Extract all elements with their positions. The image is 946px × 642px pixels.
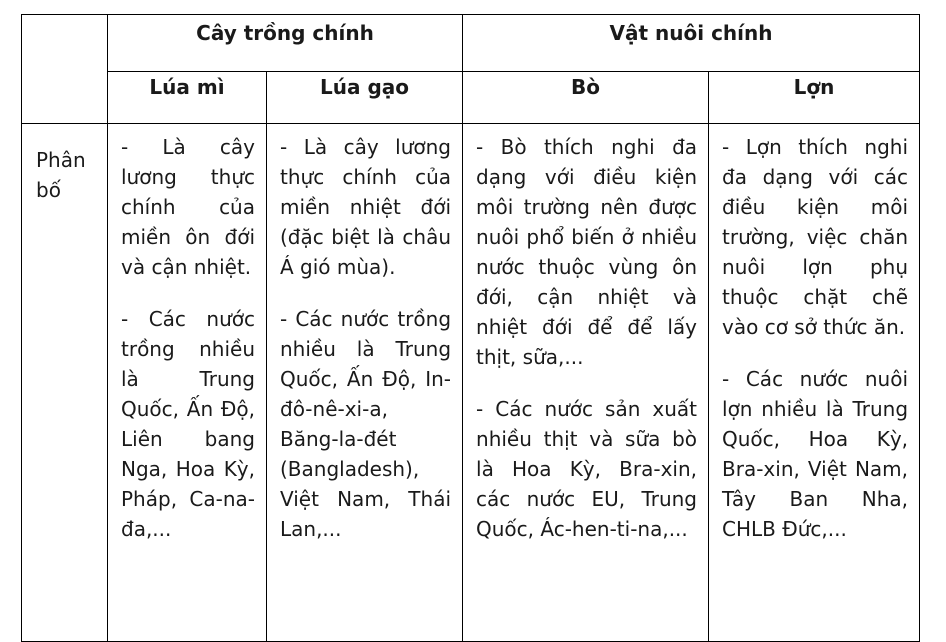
wheat-countries: - Các nước trồng nhiều là Trung Quốc, Ấn Độ, Liên bang Nga, Hoa Kỳ, Pháp, Ca-na-đa,...	[121, 307, 255, 541]
distribution-row	[22, 124, 920, 642]
crops-header: Cây trồng chính	[108, 15, 463, 72]
corner-cell	[22, 15, 108, 124]
pig-header: Lợn	[709, 71, 920, 123]
group-header-row	[22, 15, 920, 72]
rice-countries: - Các nước trồng nhiều là Trung Quốc, Ấn Độ, In-đô-nê-xi-a, Băng-la-đét (Bangladesh), Việt Nam, Thái Lan,...	[280, 307, 452, 541]
wheat-cell	[108, 124, 267, 642]
cattle-countries: - Các nước sản xuất nhiều thịt và sữa bò là Hoa Kỳ, Bra-xin, các nước EU, Trung Quốc, Ác-hen-ti-na,...	[476, 397, 698, 541]
livestock-header: Vật nuôi chính	[463, 15, 920, 72]
rice-cell	[267, 124, 463, 642]
pig-countries: - Các nước nuôi lợn nhiều là Trung Quốc, Hoa Kỳ, Bra-xin, Việt Nam, Tây Ban Nha, CHLB Đức,...	[722, 367, 909, 541]
wheat-header: Lúa mì	[108, 71, 267, 123]
pig-description: - Lợn thích nghi đa dạng với các điều kiện môi trường, việc chăn nuôi lợn phụ thuộc chặt chẽ vào cơ sở thức ăn.	[722, 135, 909, 339]
rice-header: Lúa gạo	[267, 71, 463, 123]
pig-cell	[709, 124, 920, 642]
distribution-table	[21, 14, 920, 642]
cattle-header: Bò	[463, 71, 709, 123]
cattle-description: - Bò thích nghi đa dạng với điều kiện môi trường nên được nuôi phổ biến ở nhiều nước thuộc vùng ôn đới, cận nhiệt và nhiệt đới để để lấy thịt, sữa,...	[476, 135, 698, 369]
rice-description: - Là cây lương thực chính của miền nhiệt đới (đặc biệt là châu Á gió mùa).	[280, 135, 452, 279]
sub-header-row	[22, 71, 920, 123]
wheat-description: - Là cây lương thực chính của miền ôn đới và cận nhiệt.	[121, 135, 255, 279]
row-label-distribution: Phân bố	[22, 124, 108, 642]
cattle-cell	[463, 124, 709, 642]
